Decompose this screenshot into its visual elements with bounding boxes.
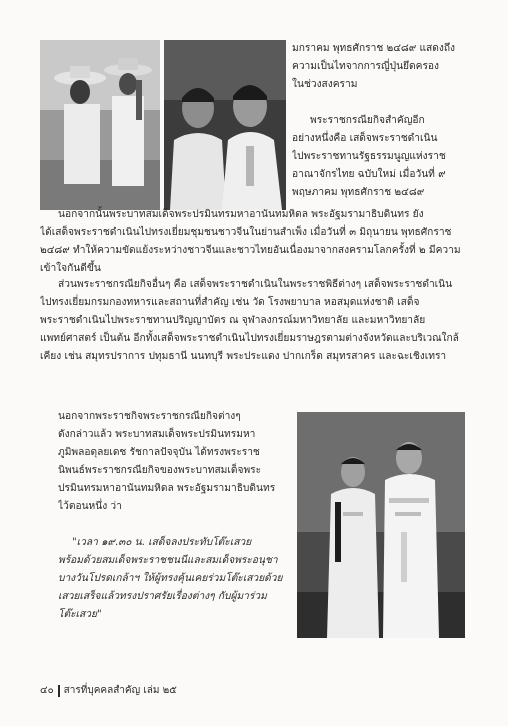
quote-block <box>58 534 294 624</box>
paragraph-sampheng-visit <box>40 206 472 278</box>
text-line: ๒๔๘๙ ทำให้ความขัดแย้งระหว่างชาวจีนและชาวไทยอันเนื่องมาจากสงครามโลกครั้งที่ ๒ มีความ <box>40 245 461 256</box>
text-line: ความเป็นไทจากการญี่ปุ่นยึดครอง <box>292 61 440 72</box>
page-number: ๔๐ <box>40 685 54 696</box>
photo-royal-portrait-uniforms <box>297 412 465 638</box>
text-line: ส่วนพระราชกรณียกิจอื่นๆ คือ เสด็จพระราชดำเนินในพระราชพิธีต่างๆ เสด็จพระราชดำเนิน <box>58 279 453 290</box>
photo-two-young-men-portrait <box>164 40 286 210</box>
quote-line: โต๊ะเสวย" <box>58 609 102 620</box>
text-line: แพทย์ศาสตร์ เป็นต้น อีกทั้งเสด็จพระราชดำเนินไปทรงเยี่ยมราษฎรตามต่างจังหวัดและบริเวณใกล้ <box>40 333 459 344</box>
text-line: เคียง เช่น สมุทรปราการ ปทุมธานี นนทบุรี พระประแดง ปากเกร็ด สมุทรสาคร และฉะเชิงเทรา <box>40 351 447 362</box>
text-line: ภูมิพลอดุลยเดช รัชกาลปัจจุบัน ได้ทรงพระราช <box>58 447 260 458</box>
quote-line: พร้อมด้วยสมเด็จพระราชชนนีและสมเด็จพระอนุชา <box>58 555 278 566</box>
text-line: พระราชดำเนินไปพระราชทานปริญญาบัตร ณ จุฬาลงกรณ์มหาวิทยาลัย และมหาวิทยาลัย <box>40 315 426 326</box>
photo-men-in-hats <box>40 40 160 210</box>
quote-line: "เวลา ๑๙.๓๐ น. เสด็จลงประทับโต๊ะเสวย <box>72 537 252 548</box>
text-line: ได้เสด็จพระราชดำเนินไปทรงเยี่ยมชุมชนชาวจีนในย่านสำเพ็ง เมื่อวันที่ ๓ มิถุนายน พุทธศักราช <box>40 227 452 238</box>
text-line: ไปพระราชทานรัฐธรรมนูญแห่งราช <box>292 151 446 162</box>
paragraph-independence <box>292 40 472 94</box>
quote-line: บางวันโปรดเกล้าฯ ให้ผู้ทรงคุ้นเคยร่วมโต๊ะเสวยด้วย <box>58 573 283 584</box>
text-line: ไว้ตอนหนึ่ง ว่า <box>58 501 122 512</box>
text-line: นิพนธ์พระราชกรณียกิจของพระบาทสมเด็จพระ <box>58 465 262 476</box>
text-line: ปรมินทรมหาอานันทมหิดล พระอัฐมรามาธิบดินทร <box>58 483 276 494</box>
page-footer <box>40 683 177 698</box>
paragraph-constitution <box>292 112 472 202</box>
paragraph-royal-writing <box>58 408 290 516</box>
text-line: พฤษภาคม พุทธศักราช ๒๔๘๙ <box>292 187 425 198</box>
publication-title: สารที่บุคคลสำคัญ เล่ม ๒๕ <box>63 685 177 696</box>
text-line: อย่างหนึ่งคือ เสด็จพระราชดำเนิน <box>292 133 438 144</box>
text-line: ดังกล่าวแล้ว พระบาทสมเด็จพระปรมินทรมหา <box>58 429 256 440</box>
text-line: ในช่วงสงคราม <box>292 79 358 90</box>
text-line: มกราคม พุทธศักราช ๒๔๘๙ แสดงถึง <box>292 43 455 54</box>
text-line: เข้าใจกันดีขึ้น <box>40 263 101 274</box>
quote-line: เสวยเสร็จแล้วทรงปราศรัยเรื่องต่างๆ กับผู้มาร่วม <box>58 591 267 602</box>
footer-divider <box>58 685 60 697</box>
text-line: นอกจากนั้นพระบาทสมเด็จพระปรมินทรมหาอานันทมหิดล พระอัฐมรามาธิบดินทร ยัง <box>58 209 424 220</box>
text-line: อาณาจักรไทย ฉบับใหม่ เมื่อวันที่ ๙ <box>292 169 446 180</box>
text-line: นอกจากพระราชกิจพระราชกรณียกิจต่างๆ <box>58 411 241 422</box>
paragraph-royal-duties <box>40 276 472 366</box>
text-line: พระราชกรณียกิจสำคัญอีก <box>310 115 425 126</box>
text-line: ไปทรงเยี่ยมกรมกองทหารและสถานที่สำคัญ เช่น วัด โรงพยาบาล หอสมุดแห่งชาติ เสด็จ <box>40 297 420 308</box>
